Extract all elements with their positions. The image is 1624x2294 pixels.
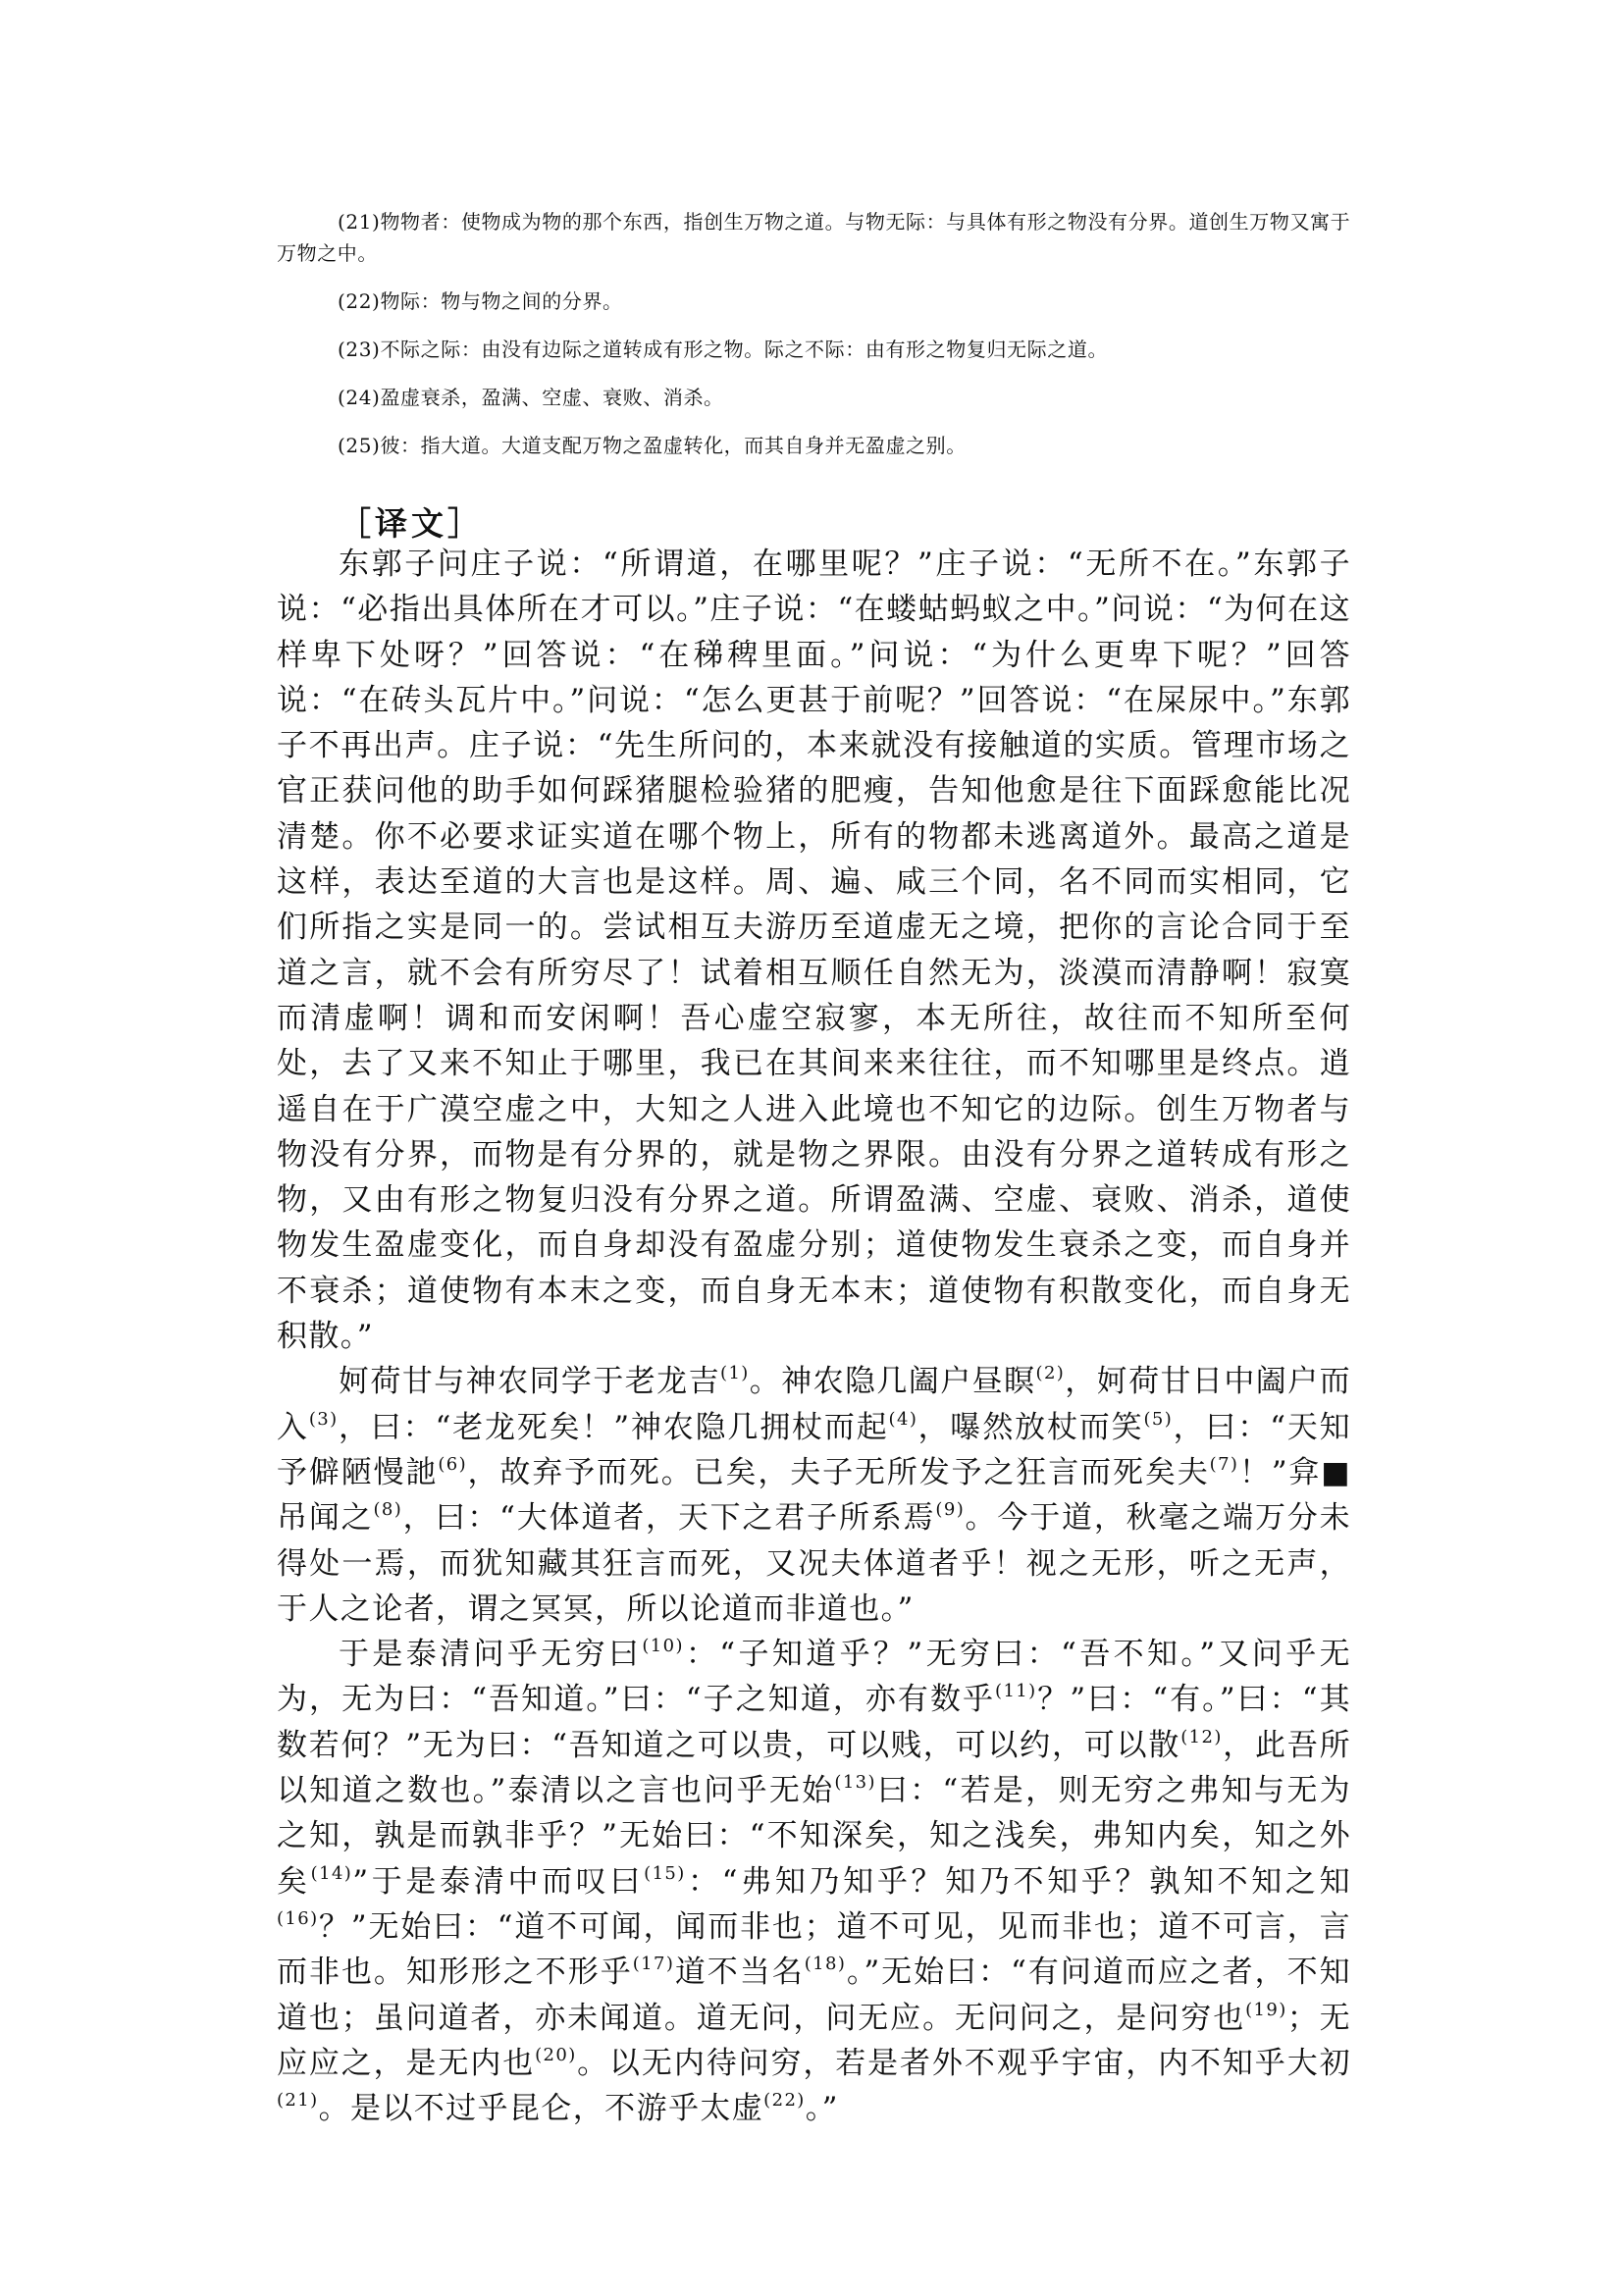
footnote-25: (25)彼：指大道。大道支配万物之盈虚转化，而其自身并无盈虚之别。	[338, 434, 967, 457]
footnote-marker: (18)	[804, 1954, 847, 1975]
text-run: ，曰：“老龙死矣！”神农隐几拥杖而起	[338, 1409, 889, 1445]
footnote-marker: (6)	[438, 1453, 468, 1475]
text-run: 。”无始曰：“有问道而应之者，不知道也；虽问道者，亦未闻道。道无问，问无应。无问问之，是问穷也	[277, 1955, 1351, 2036]
text-run: 于是泰清问乎无穷曰	[339, 1637, 643, 1673]
footnote-marker: (14)	[310, 1862, 353, 1884]
footnote-marker: (5)	[1143, 1408, 1174, 1430]
text-run: ：“子知道乎？”无穷曰：“吾不知。”又问乎无为，无为曰：“吾知道。”曰：“子之知道，亦有数乎	[277, 1637, 1351, 1718]
footnote-marker: (13)	[834, 1772, 876, 1794]
text-run: 道不当名	[674, 1955, 805, 1991]
translation-paragraph	[277, 1632, 1351, 2131]
text-run: ？”无始曰：“道不可闻，闻而非也；道不可见，见而非也；道不可言，言而非也。知形形之不形乎	[277, 1908, 1351, 1991]
footnote-marker: (3)	[308, 1408, 339, 1430]
footnote-marker: (21)	[277, 2090, 319, 2112]
text-run: 曰：“若是，则无穷之弗知与无为之知，孰是而孰非乎？”无始曰：“不知深矣，知之浅矣，弗知内矣，知之外矣	[277, 1773, 1351, 1900]
translation-paragraph	[277, 1359, 1351, 1632]
text-run: 。今于道，秋毫之端万分未得处一焉，而犹知藏其狂言而死，又况夫体道者乎！视之无形，听之无声，于人之论者，谓之冥冥，所以论道而非道也。”	[277, 1500, 1351, 1627]
text-run: ，故弃予而死。已矣，夫子无所发予之狂言而死矣夫	[467, 1454, 1210, 1490]
text-run: ，曰：“大体道者，天下之君子所系焉	[402, 1500, 936, 1537]
footnote-marker: (2)	[1035, 1363, 1066, 1384]
text-run: ，嚗然放杖而笑	[917, 1409, 1144, 1445]
text-run: 东郭子问庄子说：“所谓道，在哪里呢？”庄子说：“无所不在。”东郭子说：“必指出具体所在才可以。”庄子说：“在蝼蛄蚂蚁之中。”问说：“为何在这样卑下处呀？”回答说：“在稊稗里面。”问说：“为什么更卑下呢？”回答说：“在砖头瓦片中。”问说：“怎么更甚于前呢？”回答说：“在屎尿中。”东郭子不再出声。庄子说：“先生所问的，本来就没有接触道的实质。管理市场之官正获问他的助手如何踩猪腿检验猪的肥瘦，告知他愈是往下面踩愈能比况清楚。你不必要求证实道在哪个物上，所有的物都未逃离道外。最高之道是这样，表达至道的大言也是这样。周、遍、咸三个同，名不同而实相同，它们所指之实是同一的。尝试相互夫游历至道虚无之境，把你的言论合同于至道之言，就不会有所穷尽了！试着相互顺任自然无为，淡漠而清静啊！寂寞而清虚啊！调和而安闲啊！吾心虚空寂寥，本无所往，故往而不知所至何处，去了又来不知止于哪里，我已在其间来来往往，而不知哪里是终点。逍遥自在于广漠空虚之中，大知之人进入此境也不知它的边际。创生万物者与物没有分界，而物是有分界的，就是物之界限。由没有分界之道转成有形之物，又由有形之物复归没有分界之道。所谓盈满、空虚、衰败、消杀，道使物发生盈虚变化，而自身却没有盈虚分别；道使物发生衰杀之变，而自身并不衰杀；道使物有本末之变，而自身无本末；道使物有积散变化，而自身无积散。”	[277, 547, 1351, 1355]
text-run: ”于是泰清中而叹曰	[352, 1863, 645, 1900]
section-heading: ［译文］	[339, 504, 484, 543]
footnote-marker: (12)	[1180, 1726, 1223, 1747]
text-run: ？”曰：“有。”曰：“其数若何？”无为曰：“吾知道之可以贵，可以贱，可以约，可以散	[277, 1682, 1351, 1763]
footnote-marker: (4)	[888, 1408, 918, 1430]
translation-body	[277, 542, 1351, 2131]
text-run: 。是以不过乎昆仑，不游乎太虚	[318, 2091, 764, 2127]
footnote-marker: (15)	[644, 1862, 686, 1884]
footnote-marker: (19)	[1245, 1999, 1287, 2020]
footnote-marker: (10)	[642, 1636, 684, 1657]
footnote-marker: (16)	[277, 1907, 319, 1929]
footnote-marker: (22)	[763, 2090, 806, 2112]
text-run: ：“弗知乃知乎？知乃不知乎？孰知不知之知	[685, 1863, 1351, 1900]
text-run: ；无应应之，是无内也	[277, 2000, 1351, 2081]
text-run: ，此吾所以知道之数也。”泰清以之言也问乎无始	[277, 1727, 1351, 1809]
text-run: 。神农隐几阖户昼瞑	[749, 1364, 1036, 1400]
footnote-marker: (9)	[935, 1499, 966, 1521]
text-run: ，曰：“天知予僻陋慢訑	[277, 1409, 1351, 1490]
footnote-23: (23)不际之际：由没有边际之道转成有形之物。际之不际：由有形之物复归无际之道。	[338, 338, 1109, 361]
footnotes-section	[277, 206, 1366, 478]
text-run: 。”	[805, 2091, 839, 2127]
text-run: ！”弇■吊闻之	[277, 1454, 1351, 1537]
text-run: 。以无内待问穷，若是者外不观乎宇宙，内不知乎大初	[576, 2045, 1351, 2081]
footnote-marker: (8)	[373, 1499, 403, 1521]
translation-paragraph	[277, 542, 1351, 1359]
footnote-marker: (1)	[720, 1363, 750, 1384]
footnote-24: (24)盈虚衰杀，盈满、空虚、衰败、消杀。	[338, 386, 724, 409]
footnote-22: (22)物际：物与物之间的分界。	[338, 289, 623, 313]
footnote-21: (21)物物者：使物成为物的那个东西，指创生万物之道。与物无际：与具体有形之物没有分界。道创生万物又寓于万物之中。	[277, 210, 1351, 265]
footnote-marker: (7)	[1209, 1453, 1239, 1475]
text-run: ，妸荷甘日中阖户而入	[277, 1364, 1351, 1445]
text-run: 妸荷甘与神农同学于老龙吉	[339, 1364, 721, 1400]
footnote-marker: (17)	[632, 1954, 675, 1975]
footnote-marker: (20)	[535, 2044, 577, 2065]
footnote-marker: (11)	[995, 1681, 1037, 1702]
